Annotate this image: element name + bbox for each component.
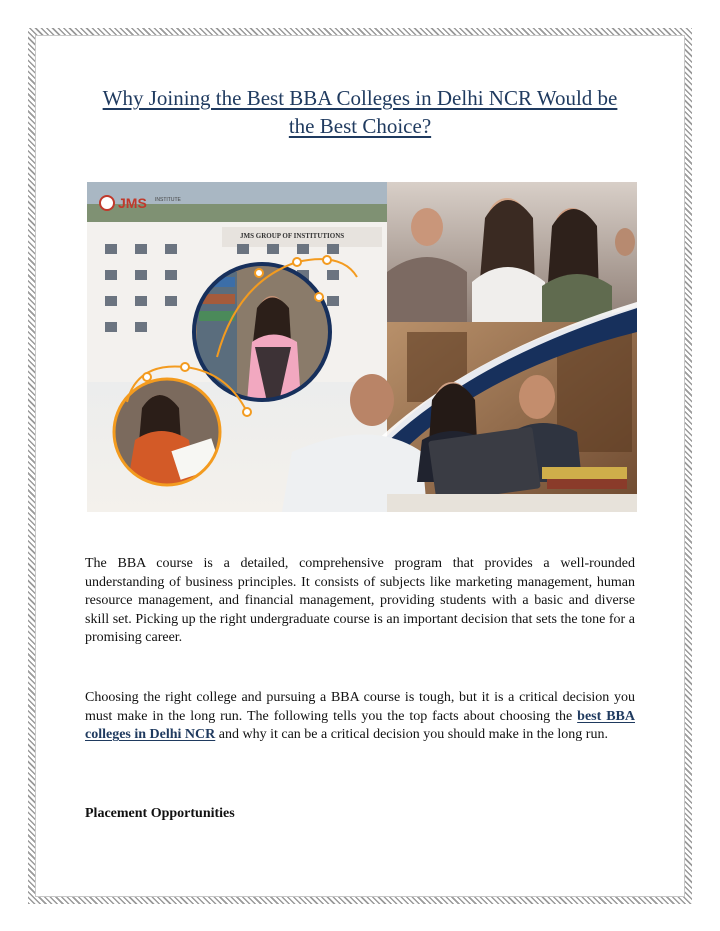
hero-image	[87, 182, 637, 512]
college-choice-paragraph	[85, 689, 635, 745]
paragraph-text-before-link: Choosing the right college and pursuing a BBA course is tough, but it is a critical decision you must make in the long run. The following tells you the top facts about choosing the	[85, 690, 635, 724]
best-bba-colleges-link[interactable]: best BBA colleges in Delhi NCR	[85, 708, 635, 743]
paragraph-text-after-link: and why it can be a critical decision you should make in the long run.	[215, 727, 608, 743]
intro-paragraph: The BBA course is a detailed, comprehensive program that provides a well-rounded understanding of business principles. It consists of subjects like marketing management, human resource management, and financial management, providing students with a basic and diverse skill set. Picking up the right undergraduate course is an important decision that sets the tone for a promising career.	[85, 556, 635, 646]
building-sign: JMS GROUP OF INSTITUTIONS	[240, 232, 345, 240]
svg-text:JMS: JMS	[118, 195, 147, 211]
section-heading-placement: Placement Opportunities	[85, 806, 235, 821]
document-title: Why Joining the Best BBA Colleges in Delhi NCR Would be the Best Choice?	[102, 86, 618, 138]
svg-text:INSTITUTE: INSTITUTE	[155, 197, 181, 203]
circle-frame-reading	[112, 377, 222, 487]
